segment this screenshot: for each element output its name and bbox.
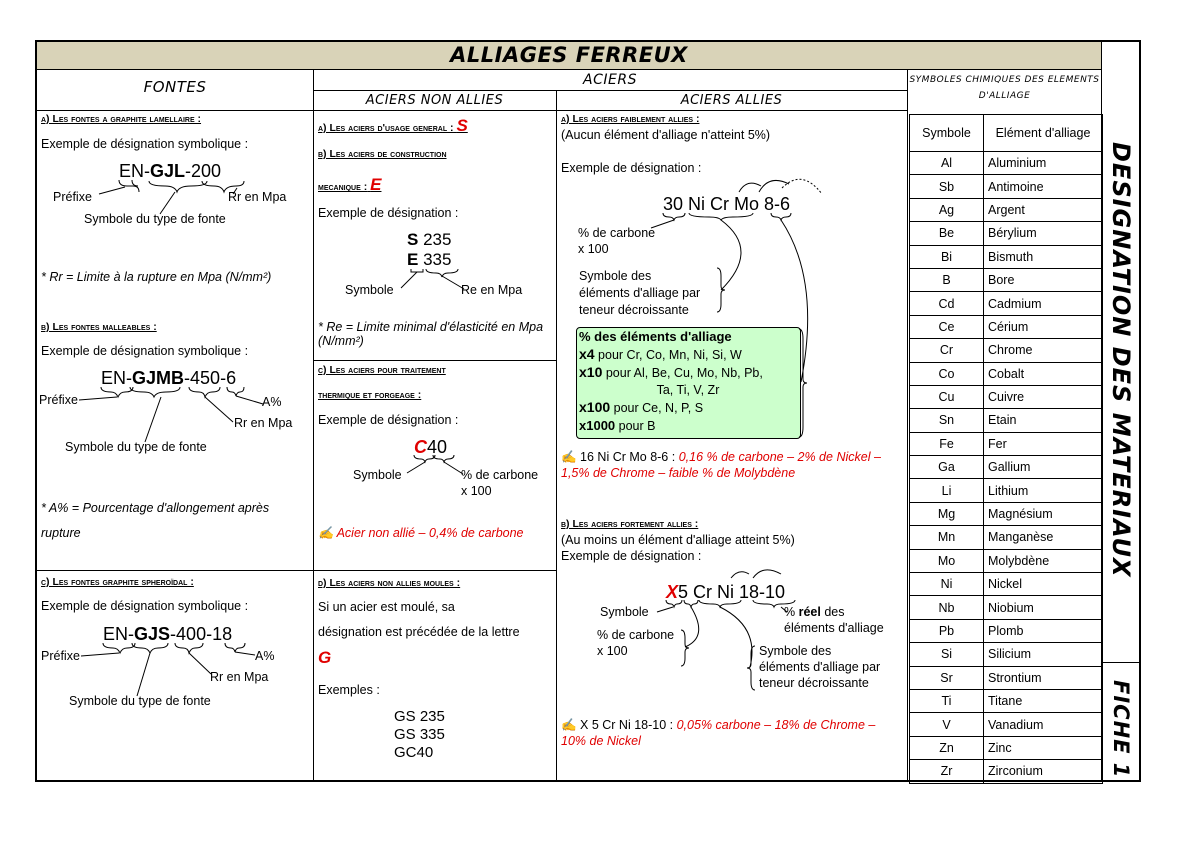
brace-path xyxy=(684,600,698,607)
non-allies-header: ACIERS NON ALLIES xyxy=(365,93,504,108)
brace-path xyxy=(132,180,138,186)
code-letter: E xyxy=(407,250,419,269)
factor: x4 xyxy=(579,346,595,362)
label-a-pct: A% xyxy=(255,649,275,663)
arc-arrow xyxy=(759,180,789,192)
symbol-cell: Mn xyxy=(910,526,984,549)
table-row xyxy=(910,268,1103,291)
table-row xyxy=(910,222,1103,245)
table-row xyxy=(910,292,1103,315)
factor-text: pour Al, Be, Cu, Mo, Nb, Pb, xyxy=(602,366,763,380)
section-heading: c) Les aciers pour traitement xyxy=(318,364,446,376)
example-item: GS 235 xyxy=(394,708,445,725)
brace-path xyxy=(753,600,795,607)
section-heading: c) Les fontes graphite spheroïdal : xyxy=(41,576,194,588)
element-cell: Nickel xyxy=(984,573,1103,596)
example-intro: Exemple de désignation : xyxy=(561,549,702,563)
label-prefixe: Préfixe xyxy=(53,190,92,204)
table-row xyxy=(910,362,1103,385)
element-cell: Titane xyxy=(984,689,1103,712)
table-row xyxy=(910,198,1103,221)
brace-path xyxy=(414,455,435,462)
factor-text: Ta, Ti, V, Zr xyxy=(656,383,720,397)
example-note: ✍ Acier non allié – 0,4% de carbone xyxy=(318,526,524,540)
factor-text: pour B xyxy=(615,419,656,433)
example-intro: Exemple de désignation : xyxy=(561,161,702,175)
designation-vertical-title: DESIGNATION DES MATERIAUX xyxy=(1107,142,1135,578)
example-intro: Exemple de désignation : xyxy=(318,206,459,220)
table-body xyxy=(910,152,1103,784)
footnote: rupture xyxy=(41,526,81,540)
table-row xyxy=(910,339,1103,362)
symbol-cell: Si xyxy=(910,643,984,666)
element-cell: Zinc xyxy=(984,736,1103,759)
pointer-line xyxy=(444,462,463,474)
brace-path xyxy=(227,387,244,396)
pointer-line xyxy=(160,192,175,214)
table-row xyxy=(910,526,1103,549)
table-row xyxy=(910,152,1103,175)
table-row xyxy=(910,385,1103,408)
element-cell: Niobium xyxy=(984,596,1103,619)
element-cell: Cuivre xyxy=(984,385,1103,408)
brace-path xyxy=(699,600,741,607)
example-intro: Exemple de désignation symbolique : xyxy=(41,599,249,613)
column-header: Symbole xyxy=(910,115,984,152)
element-cell: Plomb xyxy=(984,619,1103,642)
element-cell: Bérylium xyxy=(984,222,1103,245)
element-cell: Strontium xyxy=(984,666,1103,689)
code-value: 5 Cr Ni 18-10 xyxy=(678,582,786,602)
code-letter: S xyxy=(407,230,419,249)
symbol-cell: Ce xyxy=(910,315,984,338)
symbol-cell: Sn xyxy=(910,409,984,432)
brace-path xyxy=(433,455,454,462)
symbol-cell: B xyxy=(910,268,984,291)
brace-path xyxy=(149,181,207,192)
symbol-cell: Sb xyxy=(910,175,984,198)
allies-header: ACIERS ALLIES xyxy=(680,93,783,108)
element-cell: Lithium xyxy=(984,479,1103,502)
pointer-line xyxy=(657,607,673,612)
symbol-cell: Sr xyxy=(910,666,984,689)
heading-text: a) Les aciers d'usage general : xyxy=(318,122,454,134)
section-heading: a) Les aciers faiblement allies : xyxy=(561,113,700,125)
arc-arrow xyxy=(731,572,749,578)
brace-path xyxy=(225,643,245,652)
code-a: 18 xyxy=(212,624,233,644)
brace-path xyxy=(411,269,423,272)
example-intro: Exemple de désignation symbolique : xyxy=(41,344,249,358)
table-row xyxy=(910,549,1103,572)
pointer-line xyxy=(401,272,417,288)
brace-path xyxy=(799,329,807,437)
symbol-cell: Li xyxy=(910,479,984,502)
element-cell: Bismuth xyxy=(984,245,1103,268)
table-row xyxy=(910,315,1103,338)
label-carbone-factor: x 100 xyxy=(461,484,492,498)
element-cell: Magnésium xyxy=(984,502,1103,525)
element-cell: Silicium xyxy=(984,643,1103,666)
table-row xyxy=(910,573,1103,596)
brace-path xyxy=(202,181,244,192)
section-heading: a) Les fontes a graphite lamellaire : xyxy=(41,113,202,125)
brace-path xyxy=(132,643,168,653)
element-cell: Fer xyxy=(984,432,1103,455)
table-row xyxy=(910,409,1103,432)
code-prefix: EN xyxy=(103,624,129,644)
label-carbone: % de carbone xyxy=(461,468,539,482)
label-rr: Rr en Mpa xyxy=(234,416,293,430)
symbol-cell: Al xyxy=(910,152,984,175)
table-row xyxy=(910,245,1103,268)
section-heading: thermique et forgeage : xyxy=(318,389,422,401)
brace-path xyxy=(771,213,791,220)
table-row xyxy=(910,689,1103,712)
brace-path xyxy=(189,387,220,397)
label-symbole-line: Symbole des xyxy=(759,644,832,658)
symbol-cell: Bi xyxy=(910,245,984,268)
element-symbol-table xyxy=(909,114,1103,784)
brace-path xyxy=(747,646,755,690)
element-cell: Etain xyxy=(984,409,1103,432)
symbol-cell: Be xyxy=(910,222,984,245)
table-row xyxy=(910,666,1103,689)
brace-path xyxy=(175,643,203,653)
fontes-header: FONTES xyxy=(143,78,207,96)
symbol-cell: Ag xyxy=(910,198,984,221)
brace-path xyxy=(426,269,458,277)
table-row xyxy=(910,432,1103,455)
symbol-cell: Cd xyxy=(910,292,984,315)
pointer-line xyxy=(407,462,425,473)
symbol-cell: Zr xyxy=(910,760,984,783)
aciers-header: ACIERS xyxy=(583,72,637,88)
code-letter: X xyxy=(666,582,679,602)
symbol-cell: Ni xyxy=(910,573,984,596)
element-cell: Molybdène xyxy=(984,549,1103,572)
code-symbol: GJS xyxy=(134,624,171,644)
footnote: * Re = Limite minimal d'élasticité en Mpa (N/mm²) xyxy=(318,320,544,348)
pointer-curve xyxy=(781,220,808,382)
code-value: 400 xyxy=(176,624,207,644)
arc-arrow xyxy=(739,183,761,192)
example-intro: Exemple de désignation symbolique : xyxy=(41,137,249,151)
code-symbol: GJL xyxy=(150,161,186,181)
symbols-header: SYMBOLES CHIMIQUES DES ELEMENTS D'ALLIAGE xyxy=(909,75,1100,101)
label-symbole-line: teneur décroissante xyxy=(759,676,869,690)
pointer-curve xyxy=(685,607,699,647)
designation-code: EN-GJS-400-18 xyxy=(103,624,233,644)
symbol-cell: Mo xyxy=(910,549,984,572)
pointer-line xyxy=(189,653,211,674)
section-subtitle: (Au moins un élément d'alliage atteint 5%) xyxy=(561,533,795,547)
label-symbole: Symbole xyxy=(600,605,649,619)
pointer-line xyxy=(651,220,674,228)
factor: x10 xyxy=(579,364,603,380)
sheet-frame xyxy=(35,40,1141,782)
pointer-line xyxy=(137,653,150,696)
symbol-cell: Fe xyxy=(910,432,984,455)
element-cell: Cadmium xyxy=(984,292,1103,315)
label-re: Re en Mpa xyxy=(461,283,523,297)
pointer-line xyxy=(235,652,255,655)
pointer-line xyxy=(205,397,233,422)
code-a: 6 xyxy=(226,368,237,388)
label-carbone-factor: x 100 xyxy=(578,242,609,256)
pointer-line xyxy=(781,607,787,612)
label-symbole-line: teneur décroissante xyxy=(579,303,689,317)
reel-pre: % xyxy=(784,605,799,619)
code-value: 450 xyxy=(190,368,221,388)
fiche-vertical-label: FICHE 1 xyxy=(1109,680,1133,779)
brace-path xyxy=(130,387,180,397)
table-row xyxy=(910,456,1103,479)
pointer-line xyxy=(145,397,161,442)
element-cell: Antimoine xyxy=(984,175,1103,198)
column-header: Elément d'alliage xyxy=(984,115,1103,152)
symbol-cell: Cr xyxy=(910,339,984,362)
symbol-cell: Ti xyxy=(910,689,984,712)
code-prefix: EN xyxy=(119,161,145,181)
example-red: 0,05% carbone – 18% de Chrome – 10% de Nickel xyxy=(561,718,876,748)
section-heading: b) Les fontes malleables : xyxy=(41,321,157,333)
label-prefixe: Préfixe xyxy=(39,393,78,407)
table-header-row xyxy=(910,115,1103,152)
label-symbole: Symbole du type de fonte xyxy=(69,694,211,708)
table-row xyxy=(910,175,1103,198)
pointer-curve xyxy=(721,220,741,290)
element-cell: Chrome xyxy=(984,339,1103,362)
symbol-cell: V xyxy=(910,713,984,736)
label-symbole-line: Symbole des xyxy=(579,269,652,283)
pointer-line xyxy=(442,276,464,289)
label-reel-line: éléments d'alliage xyxy=(784,621,884,635)
label-symbole-line: éléments d'alliage par xyxy=(579,286,701,300)
brace-path xyxy=(689,213,753,220)
arc-arrow xyxy=(753,570,781,578)
element-cell: Manganèse xyxy=(984,526,1103,549)
section-subtitle: (Aucun élément d'alliage n'atteint 5%) xyxy=(561,128,771,142)
code-value: 200 xyxy=(191,161,222,181)
element-cell: Gallium xyxy=(984,456,1103,479)
body-text: Si un acier est moulé, sa xyxy=(318,600,455,614)
examples-label: Exemples : xyxy=(318,683,380,697)
heading-text: mecanique : xyxy=(318,181,368,193)
label-rr: Rr en Mpa xyxy=(210,670,269,684)
code-value: 335 xyxy=(423,250,452,269)
pointer-line xyxy=(236,396,263,404)
table-row xyxy=(910,760,1103,783)
label-symbole: Symbole xyxy=(353,468,402,482)
body-text: désignation est précédée de la lettre xyxy=(318,625,520,639)
label-a-pct: A% xyxy=(262,395,282,409)
brace-path xyxy=(666,600,682,607)
label-symbole: Symbole du type de fonte xyxy=(65,440,207,454)
brace-path xyxy=(681,630,689,666)
code-symbol: GJMB xyxy=(132,368,185,388)
page-title: ALLIAGES FERREUX xyxy=(450,43,688,67)
code-letter: C xyxy=(414,437,427,457)
element-cell: Cobalt xyxy=(984,362,1103,385)
example-red: 0,16 % de carbone – 2% de Nickel – 1,5% de Chrome – faible % de Molybdène xyxy=(561,450,881,480)
symbol-cell: Mg xyxy=(910,502,984,525)
designation-code: 30 Ni Cr Mo 8-6 xyxy=(663,194,791,214)
example-prefix: ✍ 16 Ni Cr Mo 8-6 : xyxy=(561,450,679,464)
brace-path xyxy=(101,387,133,397)
symbol-cell: Cu xyxy=(910,385,984,408)
element-cell: Zirconium xyxy=(984,760,1103,783)
factor: x100 xyxy=(579,399,611,415)
arc-arrow xyxy=(782,179,822,194)
label-carbone: % de carbone xyxy=(578,226,656,240)
letter-s: S xyxy=(456,116,468,135)
example-item: GS 335 xyxy=(394,726,445,743)
table-row xyxy=(910,643,1103,666)
factor-text: pour Ce, N, P, S xyxy=(610,401,704,415)
symbol-cell: Zn xyxy=(910,736,984,759)
element-cell: Vanadium xyxy=(984,713,1103,736)
code-prefix: EN xyxy=(101,368,127,388)
symbol-cell: Pb xyxy=(910,619,984,642)
alloy-factor-title: % des éléments d'alliage xyxy=(579,329,732,344)
code-value: 40 xyxy=(427,437,448,457)
designation-code: EN-GJL-200 xyxy=(119,161,222,181)
designation-code: EN-GJMB-450-6 xyxy=(101,368,237,388)
table-row xyxy=(910,596,1103,619)
example-prefix: ✍ X 5 Cr Ni 18-10 : xyxy=(561,718,677,732)
table-row xyxy=(910,479,1103,502)
pointer-line xyxy=(99,187,125,194)
brace-path xyxy=(103,643,135,653)
footnote: * Rr = Limite à la rupture en Mpa (N/mm²) xyxy=(41,270,272,284)
example-intro: Exemple de désignation : xyxy=(318,413,459,427)
symbol-cell: Co xyxy=(910,362,984,385)
brace-path xyxy=(663,213,685,220)
element-cell: Cérium xyxy=(984,315,1103,338)
section-heading: b) Les aciers fortement allies : xyxy=(561,518,699,530)
table-row xyxy=(910,736,1103,759)
element-cell: Argent xyxy=(984,198,1103,221)
label-carbone-factor: x 100 xyxy=(597,644,628,658)
symbol-cell: Ga xyxy=(910,456,984,479)
section-heading: d) Les aciers non allies moules : xyxy=(318,577,461,589)
symbol-cell: Nb xyxy=(910,596,984,619)
letter-g: G xyxy=(318,648,332,667)
label-symbole: Symbole du type de fonte xyxy=(84,212,226,226)
element-cell: Aluminium xyxy=(984,152,1103,175)
section-heading: b) Les aciers de construction xyxy=(318,148,447,160)
label-rr: Rr en Mpa xyxy=(228,190,287,204)
reel-bold: réel xyxy=(798,605,821,619)
pointer-line xyxy=(81,653,119,656)
example-item: GC40 xyxy=(394,744,434,761)
element-cell: Bore xyxy=(984,268,1103,291)
pointer-line xyxy=(233,188,237,194)
label-prefixe: Préfixe xyxy=(41,649,80,663)
code-value: 235 xyxy=(423,230,452,249)
table-row xyxy=(910,502,1103,525)
label-symbole: Symbole xyxy=(345,283,394,297)
letter-e: E xyxy=(370,175,382,194)
reel-post: des xyxy=(820,605,845,619)
table-row xyxy=(910,713,1103,736)
factor-text: pour Cr, Co, Mn, Ni, Si, W xyxy=(594,348,742,362)
factor: x1000 xyxy=(579,418,616,433)
footnote: * A% = Pourcentage d'allongement après xyxy=(41,501,270,515)
pointer-line xyxy=(79,397,117,400)
table-row xyxy=(910,619,1103,642)
label-carbone: % de carbone xyxy=(597,628,675,642)
pointer-curve xyxy=(720,607,752,667)
label-symbole-line: éléments d'alliage par xyxy=(759,660,881,674)
